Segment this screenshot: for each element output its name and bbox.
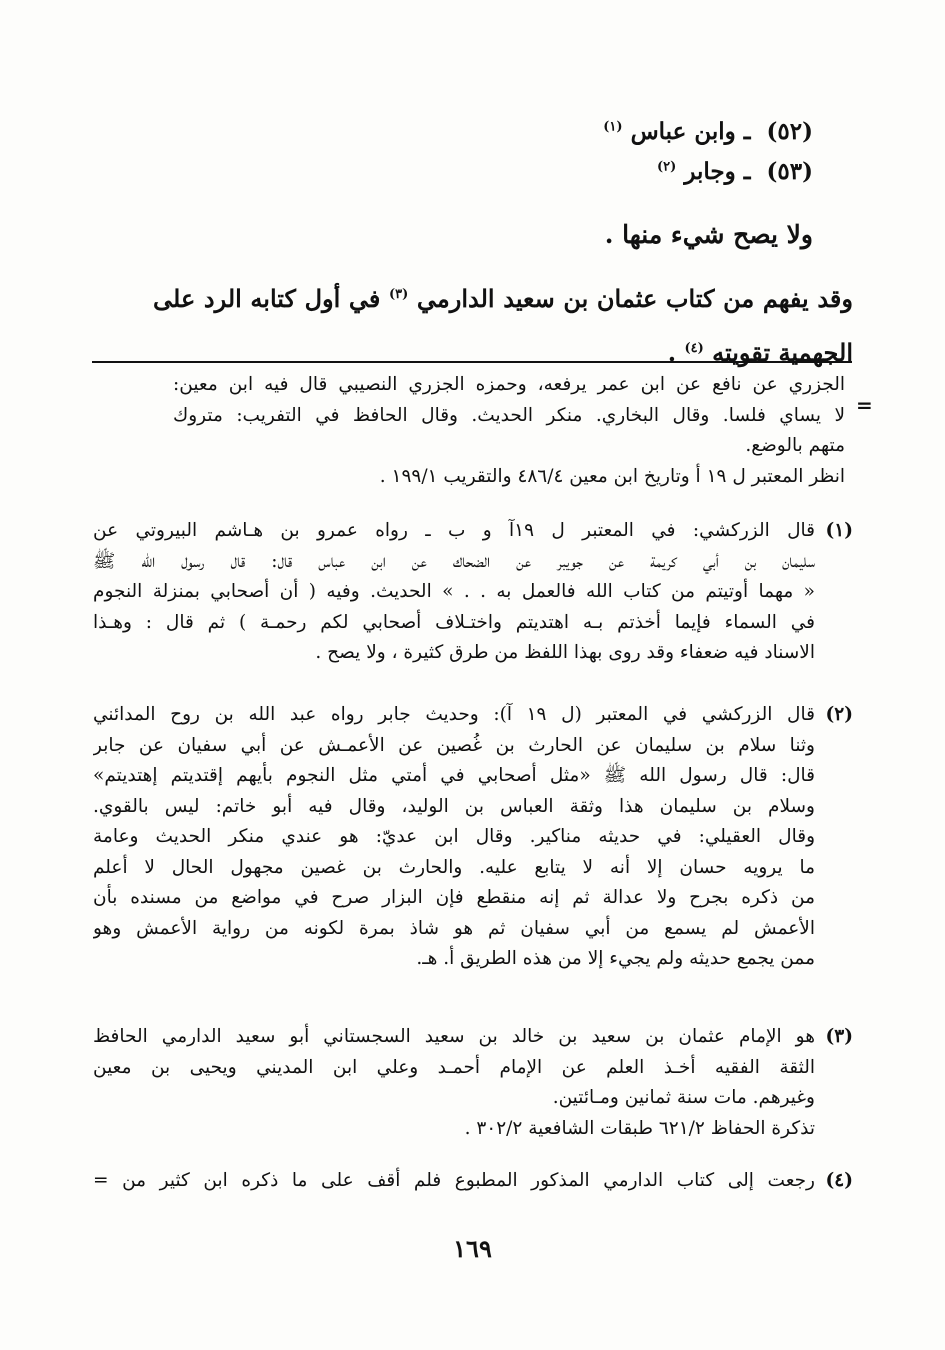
footnote-line: الجزري عن نافع عن ابن عمر يرفعه، وحمزه الجزري النصيبي قال فيه ابن معين: [173,374,845,395]
entry-52 [603,118,813,145]
footnote-separator [92,361,852,363]
footnote-line: وثنا سلام بن سليمان عن الحارث بن غُصين عن الأعمـش عن أبي سفيان عن جابر [93,734,815,756]
footnote-line: الاسناد فيه ضعفاء وقد روى بهذا اللفظ من طرق كثيرة ، ولا يصح . [315,642,815,663]
footnote-ref: (٢) [657,159,677,175]
statement: ولا يصح شيء منها . [604,220,813,249]
footnote-line: متهم بالوضع. [745,435,845,456]
footnote-line: ممن يجمع حديثه ولم يجيء إلا من هذه الطريق أ. هـ. [416,948,815,969]
footnote-line: وغيرهم. مات سنة ثمانين ومـائتين. [552,1087,815,1108]
entry-number: (٥٣) [766,158,813,185]
footnote-ref: (٣) [388,287,409,302]
footnote-line: وقال العقيلي: في حديثه مناكير. وقال ابن عديّ: هو عندي منكر الحديث وعامة [93,826,815,847]
footnote-line: الأعمش لم يسمع من أبي سفيان ثم هو شاذ بمرة لكونه من رواية الأعمش وهو [93,917,815,939]
page-number: ١٦٩ [453,1234,492,1263]
footnote-line: لا يساي فلسا. وقال البخاري. منكر الحديث. وقال الحافظ في التفريب: متروك [173,404,845,426]
footnote-line: قال الزركشي في المعتبر (ل ١٩ آ): وحديث جابر رواه عبد الله بن روح المدائني [93,704,815,725]
footnote-2 [93,700,853,975]
footnote-number: (٢) [825,704,853,725]
footnote-line: تذكرة الحفاظ ٦٢١/٢ طبقات الشافعية ٣٠٢/٢ . [464,1117,815,1139]
footnote-line: رجعت إلى كتاب الدارمي المذكور المطبوع فلم أقف على ما ذكره ابن كثير من = [93,1170,815,1191]
footnote-line: الثقة الفقيه أخـذ العلم عن الإمام أحمـد وعلي ابن المديني ويحيى بن معين [93,1056,815,1078]
footnote-line: انظر المعتبر ل ١٩ أ وتاريخ ابن معين ٤٨٦/٤ والتقريب ١٩٩/١ . [379,465,845,487]
footnote-line: سليمان بن أبي كريمة عن جويبر عن الضحاك عن ابن عباس قال: قال رسول الله ﷺ [93,550,815,572]
entry-number: (٥٢) [766,118,813,145]
footnote-line: قال: قال رسول الله ﷺ «مثل أصحابي في أمتي مثل النجوم بأيهم إقتديتم إهتديتم» [93,765,815,786]
footnote-number: (٣) [825,1026,853,1047]
footnote-line: ما يرويه حسان إلا أنه لا يتابع عليه. والحارث بن غصين مجهول الحال لا أعلم [93,856,815,878]
paragraph-end: . [667,338,677,367]
footnote-ref: (١) [603,119,623,135]
footnote-ref: (٤) [684,341,704,356]
footnote-3 [93,1022,853,1144]
footnote-number: (١) [825,520,853,541]
entry-text: ـ وجابر [684,158,751,185]
footnote-number: (٤) [825,1170,853,1191]
footnote-line: قال الزركشي: في المعتبر ل ١٩آ و ب ـ رواه عمرو بن هـاشم البيروتي عن [93,520,815,541]
paragraph-text-1: وقد يفهم من كتاب عثمان بن سعيد الدارمي [416,284,853,313]
entry-53 [657,158,813,185]
continuation-marker: = [856,393,873,417]
footnote-line: هو الإمام عثمان بن سعيد بن خالد بن سعيد السجستاني أبو سعيد الدارمي الحافظ [93,1026,815,1047]
footnote-line: « مهما أوتيتم من كتاب الله فالعمل به . . » الحديث. وفيه ( أن أصحابي بمنزلة النجوم [93,581,815,602]
footnote-line: وسلام بن سليمان هذا وثقة العباس بن الوليد، وقال فيه أبو خاتم: ليس بالقوي. [93,795,815,817]
entry-text: ـ وابن عباس [630,118,751,145]
footnote-line: من ذكره بجرح ولا عدالة ثم إنه منقطع فإن البزار صرح في مواضع من مسنده بأن [93,887,815,908]
footnote-4 [93,1166,853,1197]
footnote-1 [93,516,853,669]
footnote-continuation [173,370,845,492]
footnote-line: في السماء فإيما أخذتم بـه اهتديتم واختـلاف أصحابي لكم رحمـة ) ثم قال : وهـذا [93,611,815,633]
paragraph-text-2: في أول كتابه الرد على الجهمية تقويته [153,284,853,367]
